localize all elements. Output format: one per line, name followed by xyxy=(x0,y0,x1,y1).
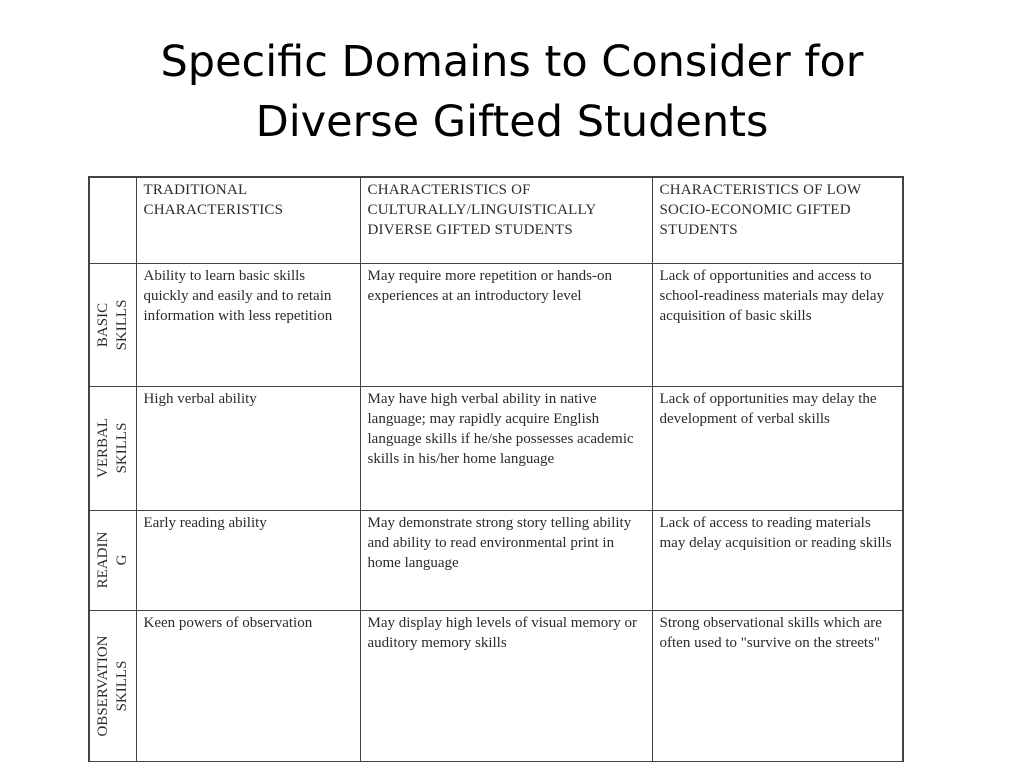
domain-label-line-2: SKILLS xyxy=(113,422,130,474)
table-row xyxy=(89,610,903,761)
domain-label-cell xyxy=(89,263,136,386)
domain-label-line-2: G xyxy=(113,554,130,566)
table-row xyxy=(89,386,903,510)
slide-title-line-1: Specific Domains to Consider for xyxy=(160,37,864,87)
domains-table-container xyxy=(88,176,902,760)
table-row xyxy=(89,263,903,386)
header-cell-low-ses: CHARACTERISTICS OF LOW SOCIO-ECONOMIC GIFTED STUDENTS xyxy=(652,177,903,263)
slide-title xyxy=(0,32,1024,152)
low-ses-cell: Lack of opportunities may delay the development of verbal skills xyxy=(652,386,903,510)
table-row xyxy=(89,510,903,610)
domain-label xyxy=(94,532,132,589)
domain-label xyxy=(94,418,132,478)
low-ses-cell: Lack of opportunities and access to school-readiness materials may delay acquisition of basic skills xyxy=(652,263,903,386)
domain-label xyxy=(94,299,132,350)
header-cell-domain xyxy=(89,177,136,263)
diverse-cell: May display high levels of visual memory or auditory memory skills xyxy=(360,610,652,761)
traditional-cell: High verbal ability xyxy=(136,386,360,510)
traditional-cell: Early reading ability xyxy=(136,510,360,610)
header-cell-traditional: TRADITIONAL CHARACTERISTICS xyxy=(136,177,360,263)
traditional-cell: Ability to learn basic skills quickly and easily and to retain information with less repetition xyxy=(136,263,360,386)
domain-label-line-1: OBSERVATION xyxy=(94,634,111,737)
diverse-cell: May have high verbal ability in native language; may rapidly acquire English language skills if he/she possesses academic skills in his/her home language xyxy=(360,386,652,510)
domain-label-line-1: VERBAL xyxy=(94,418,111,478)
domains-table xyxy=(88,176,904,762)
traditional-cell: Keen powers of observation xyxy=(136,610,360,761)
table-header-row xyxy=(89,177,903,263)
domain-label-cell xyxy=(89,610,136,761)
low-ses-cell: Strong observational skills which are often used to "survive on the streets" xyxy=(652,610,903,761)
diverse-cell: May demonstrate strong story telling ability and ability to read environmental print in home language xyxy=(360,510,652,610)
domain-label xyxy=(94,635,132,736)
domain-label-line-2: SKILLS xyxy=(113,660,130,711)
domain-label-cell xyxy=(89,510,136,610)
low-ses-cell: Lack of access to reading materials may delay acquisition or reading skills xyxy=(652,510,903,610)
domain-label-line-1: READIN xyxy=(94,531,111,589)
header-cell-diverse: CHARACTERISTICS OF CULTURALLY/LINGUISTICALLY DIVERSE GIFTED STUDENTS xyxy=(360,177,652,263)
domain-label-line-2: SKILLS xyxy=(113,299,130,350)
slide-title-line-2: Diverse Gifted Students xyxy=(255,97,769,147)
diverse-cell: May require more repetition or hands-on experiences at an introductory level xyxy=(360,263,652,386)
domain-label-cell xyxy=(89,386,136,510)
domain-label-line-1: BASIC xyxy=(94,302,111,347)
